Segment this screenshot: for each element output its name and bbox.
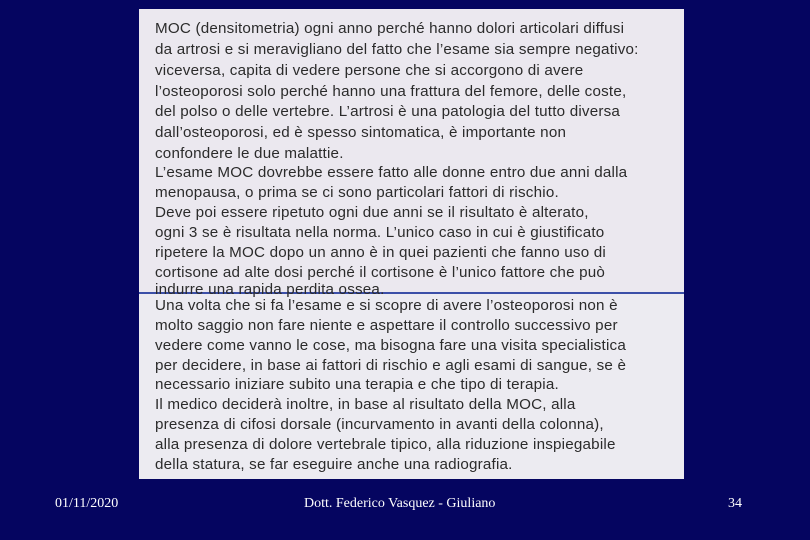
- text-line: molto saggio non fare niente e aspettare il controllo successivo per: [155, 317, 618, 334]
- text-line: vedere come vanno le cose, ma bisogna fare una visita specialistica: [155, 337, 626, 354]
- text-line: menopausa, o prima se ci sono particolari fattori di rischio.: [155, 184, 559, 201]
- text-line: alla presenza di dolore vertebrale tipico, alla riduzione inspiegabile: [155, 436, 616, 453]
- text-line: ogni 3 se è risultata nella norma. L’unico caso in cui è giustificato: [155, 224, 605, 241]
- text-line: Il medico deciderà inoltre, in base al risultato della MOC, alla: [155, 396, 576, 413]
- text-line: della statura, se far eseguire anche una radiografia.: [155, 456, 513, 473]
- footer-page-number: 34: [728, 496, 742, 511]
- text-line: l’osteoporosi solo perché hanno una frattura del femore, delle coste,: [155, 83, 627, 100]
- text-line: indurre una rapida perdita ossea.: [155, 281, 385, 298]
- text-line: necessario iniziare subito una terapia e che tipo di terapia.: [155, 376, 559, 393]
- text-line: Una volta che si fa l’esame e si scopre di avere l’osteoporosi non è: [155, 297, 618, 314]
- text-line: presenza di cifosi dorsale (incurvamento in avanti della colonna),: [155, 416, 604, 433]
- text-line: dall’osteoporosi, ed è spesso sintomatica, è importante non: [155, 124, 567, 141]
- text-line: cortisone ad alte dosi perché il cortisone è l’unico fattore che può: [155, 264, 606, 281]
- text-line: per decidere, in base ai fattori di rischio e agli esami di sangue, se è: [155, 357, 627, 374]
- text-line: del polso o delle vertebre. L’artrosi è una patologia del tutto diversa: [155, 103, 621, 120]
- text-line: Deve poi essere ripetuto ogni due anni se il risultato è alterato,: [155, 204, 589, 221]
- text-line: ripetere la MOC dopo un anno è in quei pazienti che fanno uso di: [155, 244, 606, 261]
- footer-date: 01/11/2020: [55, 496, 119, 511]
- footer-author: Dott. Federico Vasquez - Giuliano: [304, 496, 496, 511]
- text-line: confondere le due malattie.: [155, 145, 344, 162]
- text-line: L’esame MOC dovrebbe essere fatto alle donne entro due anni dalla: [155, 164, 628, 181]
- text-line: MOC (densitometria) ogni anno perché hanno dolori articolari diffusi: [155, 20, 625, 37]
- text-line: viceversa, capita di vedere persone che si accorgono di avere: [155, 62, 584, 79]
- text-line: da artrosi e si meravigliano del fatto che l’esame sia sempre negativo:: [155, 41, 639, 58]
